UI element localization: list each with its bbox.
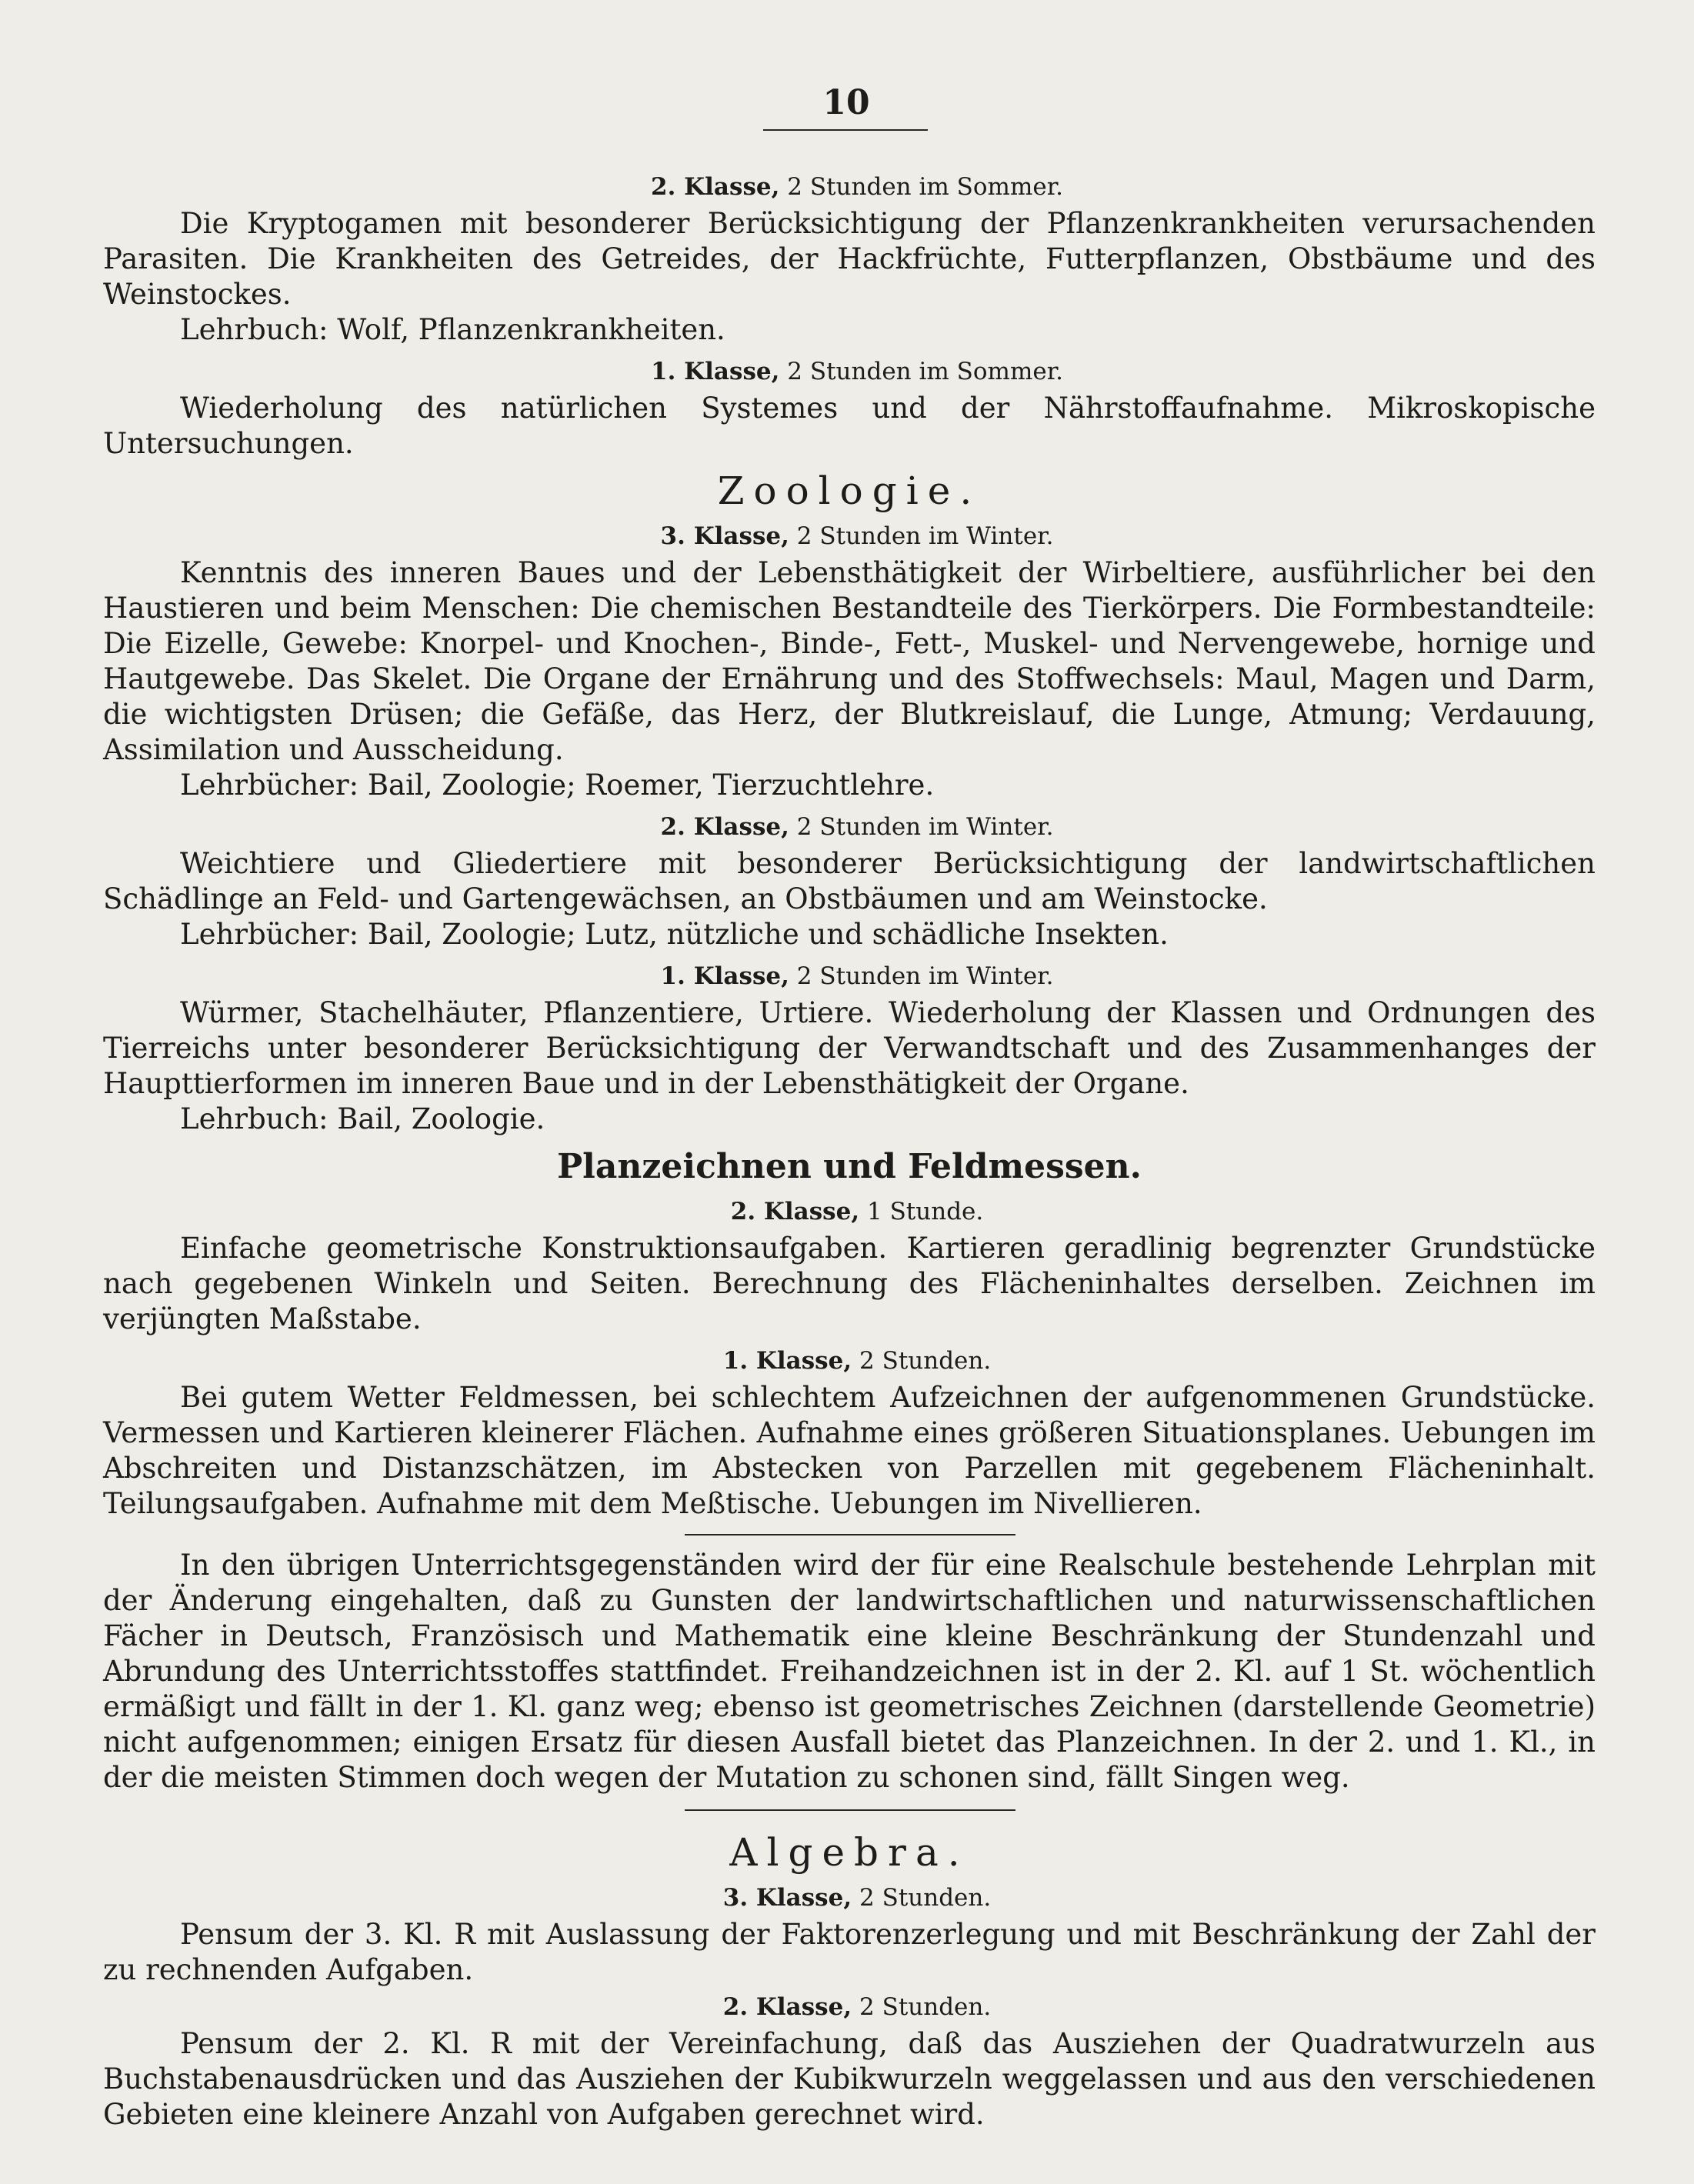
paragraph: Die Kryptogamen mit besonderer Berücksichtigung der Pflanzenkrankheiten verursachenden Parasiten. Die Krankheiten des Getreides, der Hackfrüchte, Futterpflanzen, Obstbäume und des Weinstockes. [103, 207, 1596, 311]
paragraph: Würmer, Stachelhäuter, Pflanzentiere, Urtiere. Wiederholung der Klassen und Ordnungen des Tierreichs unter besonderer Berücksichtigung der Verwandtschaft und des Zusammenhanges der Haupttierformen im inneren Baue und in der Lebensthätigkeit der Organe. [103, 996, 1596, 1100]
textbook-line: Lehrbücher: Bail, Zoologie; Lutz, nützliche und schädliche Insekten. [180, 918, 1169, 951]
paragraph: Weichtiere und Gliedertiere mit besonderer Berücksichtigung der landwirtschaftlichen Schädlinge an Feld- und Gartengewächsen, an Obstbäumen und am Weinstocke. [103, 847, 1596, 915]
paragraph: Pensum der 2. Kl. R mit der Vereinfachung, daß das Ausziehen der Quadratwurzeln aus Buchstabenausdrücken und das Ausziehen der Kubikwurzeln weggelassen und aus den verschiedenen Gebieten eine kleinere Anzahl von Aufgaben gerechnet wird. [103, 2027, 1596, 2131]
section-divider [685, 1809, 1015, 1811]
paragraph: Wiederholung des natürlichen Systemes und der Nährstoffaufnahme. Mikroskopische Untersuchungen. [103, 392, 1596, 460]
page-content [103, 168, 1596, 2132]
class-heading: 1. Klasse, 2 Stunden im Sommer. [651, 358, 1063, 385]
section-divider [685, 1534, 1015, 1535]
class-heading: 2. Klasse, 2 Stunden. [722, 1993, 992, 2021]
class-heading: 1. Klasse, 2 Stunden. [722, 1347, 992, 1375]
class-heading: 2. Klasse, 2 Stunden im Winter. [660, 813, 1054, 841]
class-heading: 2. Klasse, 1 Stunde. [730, 1198, 984, 1225]
paragraph: Pensum der 3. Kl. R mit Auslassung der Faktorenzerlegung und mit Beschränkung der Zahl der zu rechnenden Aufgaben. [103, 1918, 1596, 1986]
section-heading-planzeichnen: Planzeichnen und Feldmessen. [557, 1147, 1142, 1186]
header-rule [763, 129, 928, 131]
class-heading: 2. Klasse, 2 Stunden im Sommer. [651, 173, 1063, 201]
class-heading: 3. Klasse, 2 Stunden im Winter. [660, 522, 1054, 550]
page-number: 10 [822, 83, 870, 122]
paragraph: Kenntnis des inneren Baues und der Lebensthätigkeit der Wirbeltiere, ausführlicher bei den Haustieren und beim Menschen: Die chemischen Bestandteile des Tierkörpers. Die Formbestandteile: Die Eizelle, Gewebe: Knorpel- und Knochen-, Binde-, Fett-, Muskel- und Nervengewebe, hornige und Hautgewebe. Das Skelet. Die Organe der Ernährung und des Stoffwechsels: Maul, Magen und Darm, die wichtigsten Drüsen; die Gefäße, das Herz, der Blutkreislauf, die Lunge, Atmung; Verdauung, Assimilation und Ausscheidung. [103, 556, 1596, 766]
textbook-line: Lehrbuch: Wolf, Pflanzenkrankheiten. [180, 313, 725, 346]
textbook-line: Lehrbücher: Bail, Zoologie; Roemer, Tierzuchtlehre. [180, 769, 935, 802]
paragraph: Bei gutem Wetter Feldmessen, bei schlechtem Aufzeichnen der aufgenommenen Grundstücke. Vermessen und Kartieren kleinerer Flächen. Aufnahme eines größeren Situationsplanes. Uebungen im Abschreiten und Distanzschätzen, im Abstecken von Parzellen mit gegebenem Flächeninhalt. Teilungsaufgaben. Aufnahme mit dem Meßtische. Uebungen im Nivellieren. [103, 1381, 1596, 1520]
textbook-line: Lehrbuch: Bail, Zoologie. [180, 1102, 545, 1135]
class-heading: 3. Klasse, 2 Stunden. [722, 1884, 992, 1912]
paragraph: Einfache geometrische Konstruktionsaufgaben. Kartieren geradlinig begrenzter Grundstücke nach gegebenen Winkeln und Seiten. Berechnung des Flächeninhaltes derselben. Zeichnen im verjüngten Maßstabe. [103, 1232, 1596, 1335]
section-heading-algebra: Algebra. [729, 1830, 969, 1875]
class-heading: 1. Klasse, 2 Stunden im Winter. [660, 962, 1054, 990]
paragraph: In den übrigen Unterrichtsgegenständen wird der für eine Realschule bestehende Lehrplan mit der Änderung eingehalten, daß zu Gunsten der landwirtschaftlichen und naturwissenschaftlichen Fächer in Deutsch, Französisch und Mathematik eine kleine Beschränkung der Stundenzahl und Abrundung des Unterrichtsstoffes stattfindet. Freihandzeichnen ist in der 2. Kl. auf 1 St. wöchentlich ermäßigt und fällt in der 1. Kl. ganz weg; ebenso ist geometrisches Zeichnen (darstellende Geometrie) nicht aufgenommen; einigen Ersatz für diesen Ausfall bietet das Planzeichnen. In der 2. und 1. Kl., in der die meisten Stimmen doch wegen der Mutation zu schonen sind, fällt Singen weg. [103, 1549, 1596, 1794]
section-heading-zoologie: Zoologie. [717, 468, 982, 513]
